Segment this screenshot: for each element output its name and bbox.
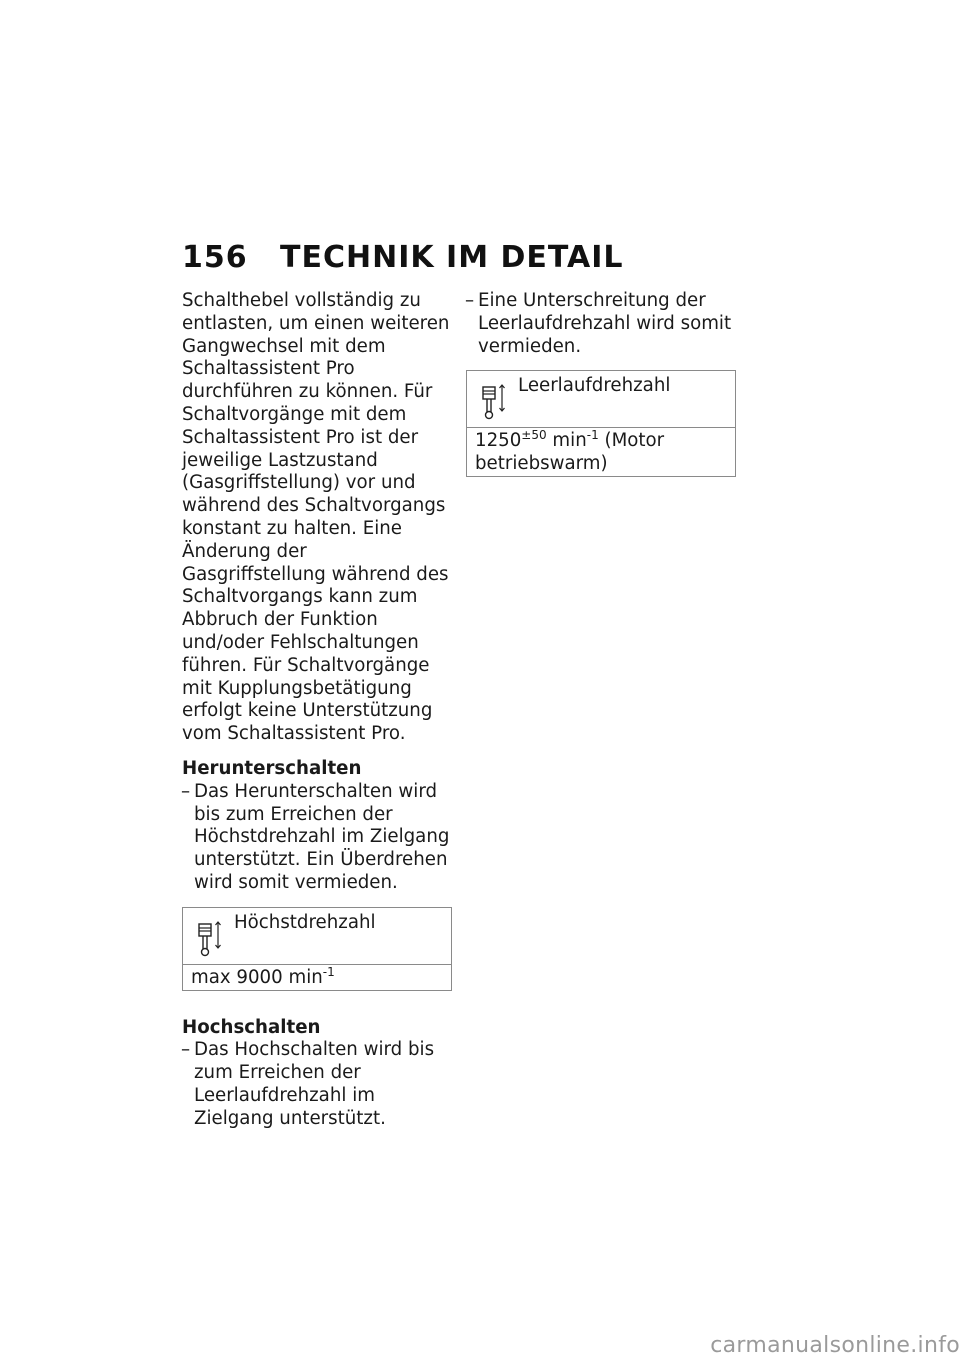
idle-rpm-value: $1250^{\pm 50}$ $\min^{-1}$ (Motor betriebswarm) xyxy=(475,428,665,475)
piston-rpm-icon xyxy=(195,918,223,958)
piston-rpm-icon xyxy=(479,381,507,421)
right-column xyxy=(466,290,736,503)
max-rpm-label: Höchstdrehzahl xyxy=(234,911,376,933)
max-rpm-value: max 9000 $\min^{-1}$ xyxy=(191,964,335,988)
upshift-bullet xyxy=(182,1039,452,1130)
dash-mark: – xyxy=(181,1039,191,1061)
left-column xyxy=(182,290,452,1143)
idle-bullet-text: Eine Unterschreitung der Leerlaufdrehzahl wird somit vermieden. xyxy=(478,290,732,357)
downshift-bullet-text: Das Herunterschalten wird bis zum Erreichen der Höchstdrehzahl im Zielgang unterstützt. Ein Überdrehen wird somit vermieden. xyxy=(194,780,450,893)
idle-rpm-label: Leerlaufdrehzahl xyxy=(518,375,671,397)
dash-mark: – xyxy=(181,780,191,802)
watermark: carmanualsonline.info xyxy=(710,1333,960,1358)
downshift-heading: Herunterschalten xyxy=(182,757,362,779)
dash-mark: – xyxy=(465,290,475,311)
upshift-bullet-text: Das Hochschalten wird bis zum Erreichen der Leerlaufdrehzahl im Zielgang unterstützt. xyxy=(194,1039,435,1129)
downshift-bullet xyxy=(182,781,452,895)
page-number: 156 xyxy=(182,240,248,275)
page-header xyxy=(182,240,624,275)
max-rpm-spec-box xyxy=(182,907,452,991)
idle-bullet xyxy=(466,290,736,358)
upshift-heading: Hochschalten xyxy=(182,1016,321,1038)
intro-paragraph: Schalthebel vollständig zu entlasten, um einen weiteren Gangwechsel mit dem Schaltassistent Pro durchführen zu können. Für Schaltvorgänge mit dem Schaltassistent Pro ist der jeweilige Lastzustand (Gasgriffstellung) vor und während des Schaltvorgangs konstant zu halten. Eine Änderung der Gasgriffstellung während des Schaltvorgangs kann zum Abbruch der Funktion und/oder Fehlschaltungen führen. Für Schaltvorgänge mit Kupplungsbetätigung erfolgt keine Unterstützung vom Schaltassistent Pro. xyxy=(182,290,450,745)
page-title: TECHNIK IM DETAIL xyxy=(280,240,624,275)
idle-rpm-spec-box xyxy=(466,370,736,477)
